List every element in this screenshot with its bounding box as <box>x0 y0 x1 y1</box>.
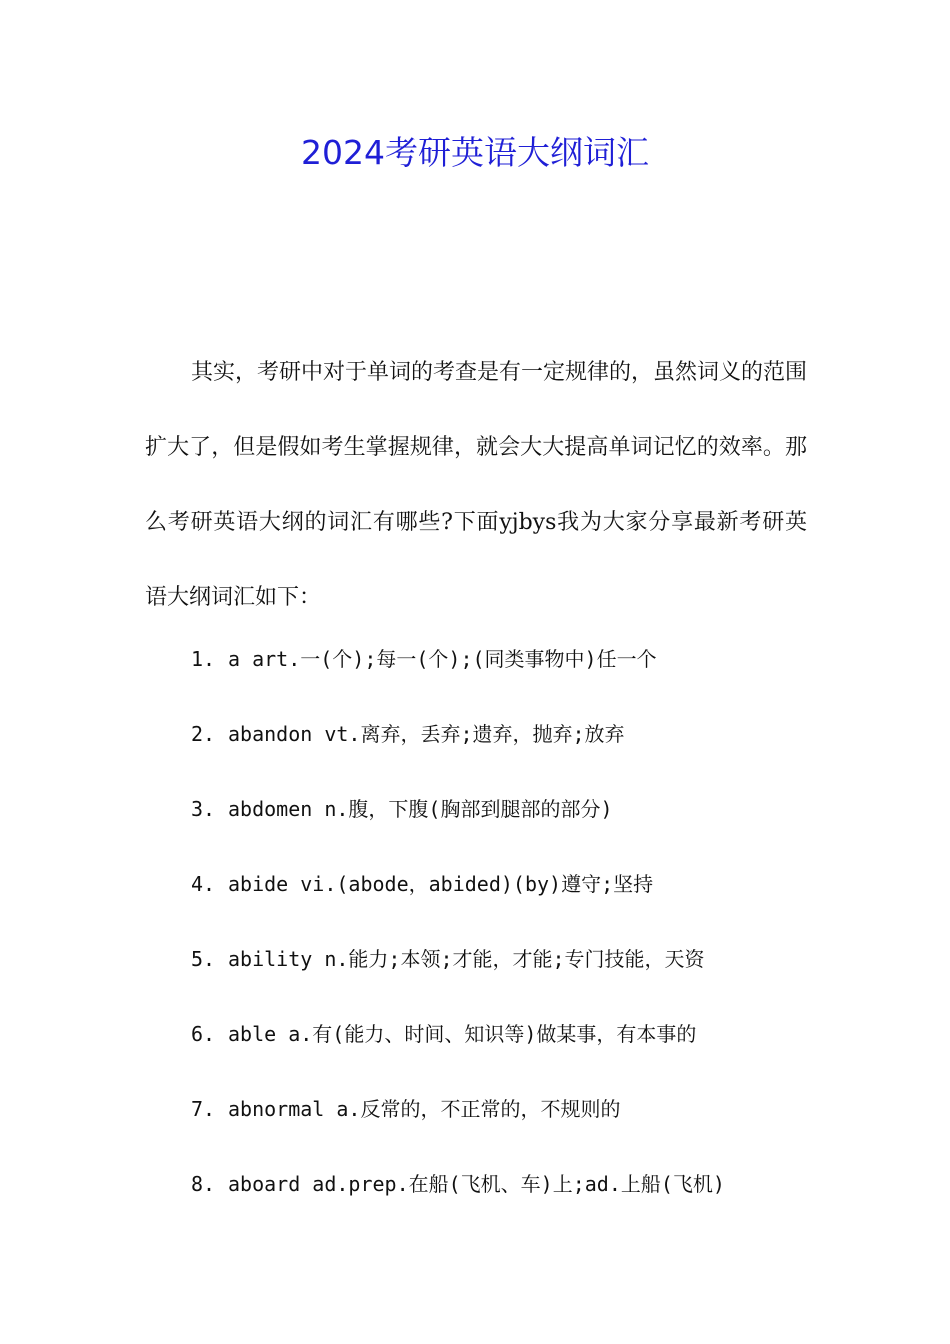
entry-number: 1. <box>191 647 216 671</box>
entry-text: abandon vt.离弃，丢弃;遗弃，抛弃;放弃 <box>228 722 625 746</box>
vocabulary-entry <box>191 997 831 1072</box>
entry-number: 2. <box>191 722 216 746</box>
document-title: 2024考研英语大纲词汇 <box>301 133 649 172</box>
vocabulary-entry <box>191 772 831 847</box>
entry-text: abdomen n.腹，下腹(胸部到腿部的部分) <box>228 797 613 821</box>
entry-number: 6. <box>191 1022 216 1046</box>
vocabulary-entry <box>191 922 831 997</box>
intro-paragraph: 其实，考研中对于单词的考查是有一定规律的，虽然词义的范围扩大了，但是假如考生掌握规律，就会大大提高单词记忆的效率。那么考研英语大纲的词汇有哪些?下面yjbys我为大家分享最新考研英语大纲词汇如下： <box>145 360 808 610</box>
entry-number: 8. <box>191 1172 216 1196</box>
vocabulary-entry <box>191 1147 831 1222</box>
entry-text: a art.一(个);每一(个);(同类事物中)任一个 <box>228 647 657 671</box>
entry-text: abide vi.(abode，abided)(by)遵守;坚持 <box>228 872 654 896</box>
vocabulary-list <box>191 622 831 1222</box>
entry-text: able a.有(能力、时间、知识等)做某事，有本事的 <box>228 1022 697 1046</box>
vocabulary-entry <box>191 622 831 697</box>
entry-number: 3. <box>191 797 216 821</box>
vocabulary-entry <box>191 847 831 922</box>
entry-text: abnormal a.反常的，不正常的，不规则的 <box>228 1097 621 1121</box>
entry-text: aboard ad.prep.在船(飞机、车)上;ad.上船(飞机) <box>228 1172 725 1196</box>
entry-number: 7. <box>191 1097 216 1121</box>
vocabulary-entry <box>191 697 831 772</box>
vocabulary-entry <box>191 1072 831 1147</box>
entry-number: 4. <box>191 872 216 896</box>
entry-text: ability n.能力;本领;才能，才能;专门技能，天资 <box>228 947 705 971</box>
entry-number: 5. <box>191 947 216 971</box>
